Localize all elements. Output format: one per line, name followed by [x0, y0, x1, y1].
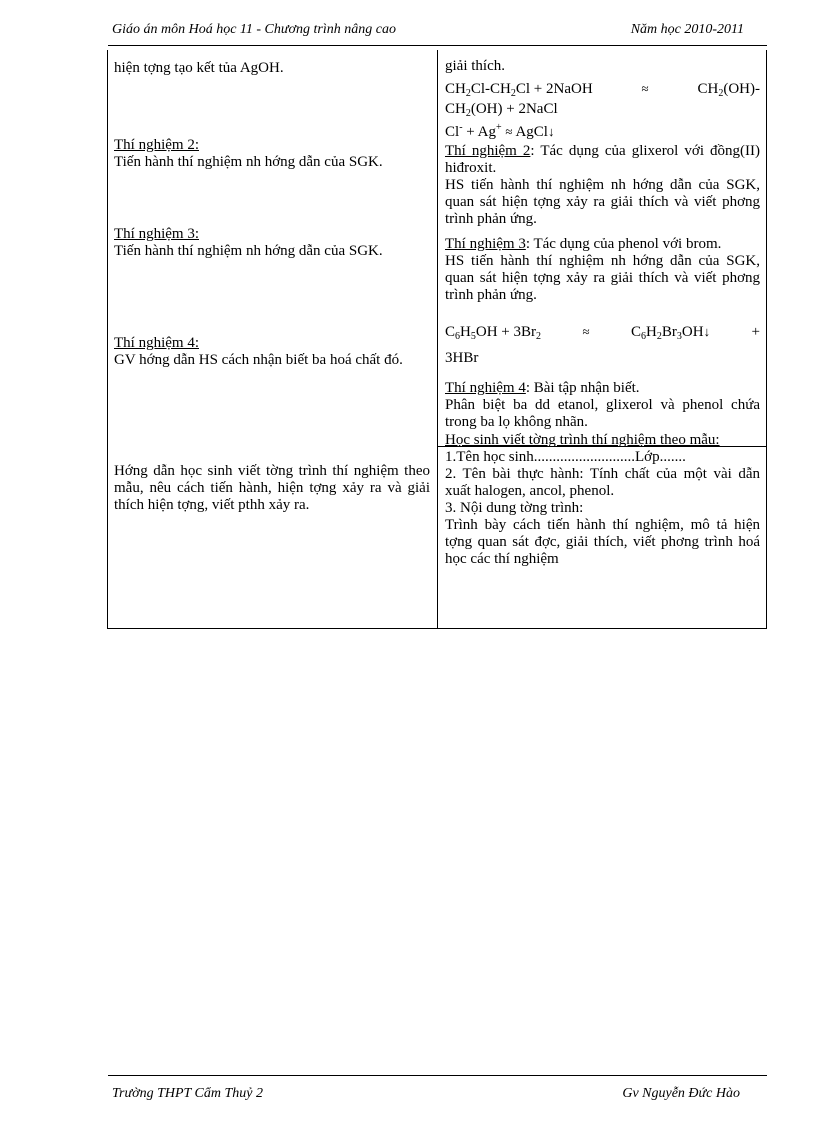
left-exp2-text: Tiến hành thí nghiệm nh hớng dẫn của SGK. [114, 154, 383, 170]
page-footer [112, 1086, 740, 1106]
left-exp3-title: Thí nghiệm 3: [114, 226, 199, 242]
right-row-divider [437, 446, 766, 447]
left-exp4-title: Thí nghiệm 4: [114, 335, 199, 351]
footer-school: Trường THPT Cẩm Thuỷ 2 [112, 1086, 263, 1101]
left-exp4-text: GV hớng dẫn HS cách nhận biết ba hoá chất đó. [114, 352, 403, 368]
header-course-title: Giáo án môn Hoá học 11 - Chương trình nâng cao [112, 22, 396, 37]
lesson-table [107, 50, 767, 629]
reaction-arrow-icon: ≈ [641, 81, 649, 96]
report-item-3: 3. Nội dung tờng trình: [445, 500, 584, 516]
right-exp3-title: Thí nghiệm 3 [445, 236, 526, 252]
right-exp4-title: Thí nghiệm 4 [445, 380, 526, 396]
right-exp3: Thí nghiệm 3: Tác dụng của phenol với brom. HS tiến hành thí nghiệm nh hớng dẫn của SGK, quan sát hiện tợng xảy ra giải thích và viết phơng trình phản ứng. [445, 236, 760, 303]
left-intro-text: hiện tợng tạo kết tủa AgOH. [114, 60, 284, 76]
right-intro-text: giải thích. [445, 58, 505, 74]
reaction-arrow-icon: ≈ [582, 324, 590, 339]
right-exp2-text: HS tiến hành thí nghiệm nh hớng dẫn của SGK, quan sát hiện tợng xảy ra giải thích và viết phơng trình phản ứng. [445, 177, 760, 227]
equation-2: Cl- + Ag+ ≈ AgCl↓ [445, 122, 555, 140]
right-exp3-text: HS tiến hành thí nghiệm nh hớng dẫn của SGK, quan sát hiện tợng xảy ra giải thích và viết phơng trình phản ứng. [445, 253, 760, 303]
left-exp3-text: Tiến hành thí nghiệm nh hớng dẫn của SGK. [114, 243, 383, 259]
left-exp4 [114, 335, 430, 369]
reaction-arrow-icon: ≈ [505, 124, 513, 139]
left-exp3 [114, 226, 430, 260]
footer-rule [108, 1075, 767, 1076]
report-item-4: Trình bày cách tiến hành thí nghiệm, mô tả hiện tợng quan sát đợc, giải thích, viết phơng trình hoá học các thí nghiệm [445, 517, 760, 567]
page-header [112, 22, 744, 42]
column-divider [437, 50, 438, 628]
left-exp2-title: Thí nghiệm 2: [114, 137, 199, 153]
right-exp2: Thí nghiệm 2: Tác dụng của glixerol với đồng(II) hiđroxit. HS tiến hành thí nghiệm nh hớng dẫn của SGK, quan sát hiện tợng xảy ra giải thích và viết phơng trình phản ứng. [445, 143, 760, 227]
footer-teacher: Gv Nguyễn Đức Hào [622, 1086, 740, 1101]
right-exp4: Thí nghiệm 4: Bài tập nhận biết. Phân biệt ba dd etanol, glixerol và phenol chứa trong ba lọ không nhãn. [445, 380, 760, 430]
header-school-year: Năm học 2010-2011 [630, 22, 744, 37]
report-item-2: 2. Tên bài thực hành: Tính chất của một vài dẫn xuất halogen, ancol, phenol. [445, 466, 760, 499]
report-title: Học sinh viết tờng trình thí nghiệm theo mẫu: [445, 432, 720, 448]
report-item-1: 1.Tên học sinh...........................Lớp....... [445, 449, 686, 465]
equation-1: $CH_2Cl-CH_2Cl$ + 2NaOH ≈ $CH_2(OH)-$ $CH_2(OH)$ + 2NaCl [445, 81, 760, 119]
precipitate-arrow-icon: ↓ [703, 324, 711, 339]
report-section [445, 432, 760, 568]
left-exp2 [114, 137, 430, 171]
precipitate-arrow-icon: ↓ [547, 124, 555, 139]
right-exp4-text: Phân biệt ba dd etanol, glixerol và phenol chứa trong ba lọ không nhãn. [445, 397, 760, 430]
equation-3: $C_6H_5OH + 3Br_2$ ≈ $C_6H_2Br_3OH↓$ + 3HBr [445, 324, 760, 366]
right-exp2-title: Thí nghiệm 2 [445, 143, 531, 159]
header-rule [108, 45, 767, 46]
left-report-guidance: Hớng dẫn học sinh viết tờng trình thí nghiệm theo mẫu, nêu cách tiến hành, hiện tợng xảy ra và giải thích hiện tợng, viết pthh xảy ra. [114, 463, 430, 513]
